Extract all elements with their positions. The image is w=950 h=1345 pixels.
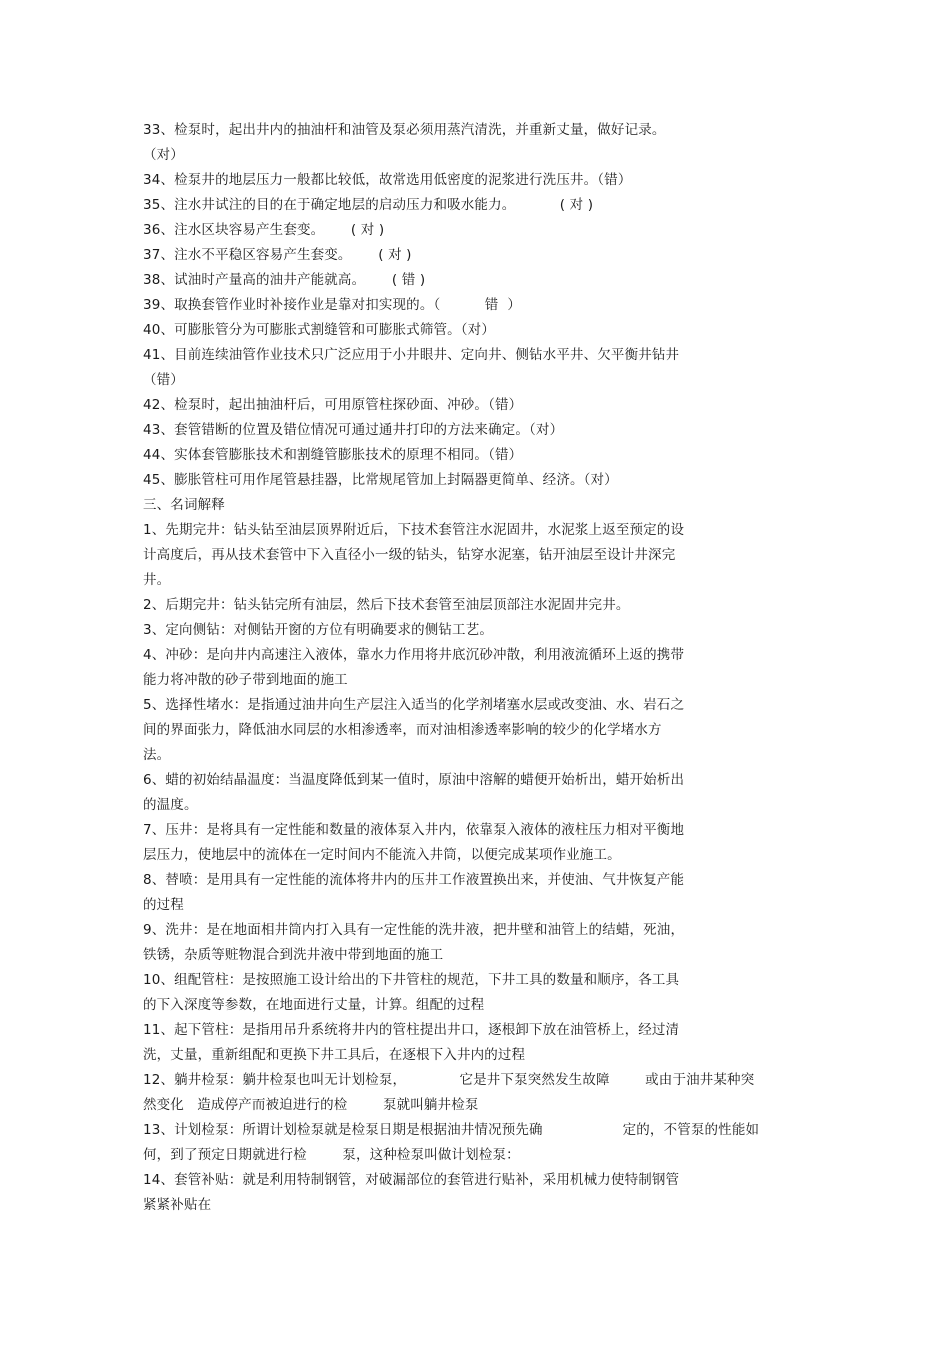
section-heading: 三、名词解释 xyxy=(143,497,225,513)
text-line: 铁锈，杂质等赃物混合到洗井液中带到地面的施工 xyxy=(143,947,444,963)
text-line: 8、替喷：是用具有一定性能的流体将井内的压井工作液置换出来，并使油、气井恢复产能 xyxy=(143,872,685,888)
text-line: 的下入深度等参数，在地面进行丈量，计算。组配的过程 xyxy=(143,997,485,1013)
text-line: 40、可膨胀管分为可膨胀式割缝管和可膨胀式筛管。（对） xyxy=(143,322,495,338)
text-line: 38、试油时产量高的油井产能就高。 ( 错 ) xyxy=(143,272,426,288)
text-line: 12、躺井检泵：躺井检泵也叫无计划检泵， 它是井下泵突然发生故障 或由于油井某种突 xyxy=(143,1072,755,1088)
text-line: 4、冲砂：是向井内高速注入液体，靠水力作用将井底沉砂冲散，利用液流循环上返的携带 xyxy=(143,647,685,663)
text-line: 39、取换套管作业时补接作业是靠对扣实现的。（ 错 ） xyxy=(143,297,521,313)
text-line: 9、洗井：是在地面相井筒内打入具有一定性能的洗井液，把井壁和油管上的结蜡，死油， xyxy=(143,922,685,938)
text-line: （错） xyxy=(143,372,184,388)
text-line: 何，到了预定日期就进行检 泵，这种检泵叫做计划检泵： xyxy=(143,1147,520,1163)
text-line: 能力将冲散的砂子带到地面的施工 xyxy=(143,672,348,688)
text-line: 7、压井：是将具有一定性能和数量的液体泵入井内，依靠泵入液体的液柱压力相对平衡地 xyxy=(143,822,685,838)
text-line: 计高度后，再从技术套管中下入直径小一级的钻头，钻穿水泥塞，钻开油层至设计井深完 xyxy=(143,547,676,563)
text-line: 43、套管错断的位置及错位情况可通过通井打印的方法来确定。（对） xyxy=(143,422,564,438)
text-line: 42、检泵时，起出抽油杆后，可用原管柱探砂面、冲砂。（错） xyxy=(143,397,523,413)
text-line: 然变化 造成停产而被迫进行的检 泵就叫躺井检泵 xyxy=(143,1097,479,1113)
text-line: 3、定向侧钻：对侧钻开窗的方位有明确要求的侧钻工艺。 xyxy=(143,622,493,638)
text-line: 2、后期完井：钻头钻完所有油层，然后下技术套管至油层顶部注水泥固井完井。 xyxy=(143,597,630,613)
text-line: 的过程 xyxy=(143,897,184,913)
text-line: 35、注水井试注的目的在于确定地层的启动压力和吸水能力。 ( 对 ) xyxy=(143,197,594,213)
text-line: 5、选择性堵水：是指通过油井向生产层注入适当的化学剂堵塞水层或改变油、水、岩石之 xyxy=(143,697,685,713)
text-line: 44、实体套管膨胀技术和割缝管膨胀技术的原理不相同。（错） xyxy=(143,447,523,463)
text-line: 井。 xyxy=(143,572,171,588)
text-line: 10、组配管柱：是按照施工设计给出的下井管柱的规范，下井工具的数量和顺序，各工具 xyxy=(143,972,680,988)
text-line: 41、目前连续油管作业技术只广泛应用于小井眼井、定向井、侧钻水平井、欠平衡井钻井 xyxy=(143,347,680,363)
text-line: 37、注水不平稳区容易产生套变。 ( 对 ) xyxy=(143,247,412,263)
text-line: 法。 xyxy=(143,747,171,763)
text-line: （对） xyxy=(143,147,184,163)
text-line: 1、先期完井：钻头钻至油层顶界附近后，下技术套管注水泥固井，水泥浆上返至预定的设 xyxy=(143,522,685,538)
text-line: 间的界面张力，降低油水同层的水相渗透率，而对油相渗透率影响的较少的化学堵水方 xyxy=(143,722,662,738)
text-line: 13、计划检泵：所谓计划检泵就是检泵日期是根据油井情况预先确 定的，不管泵的性能如 xyxy=(143,1122,760,1138)
text-line: 层压力，使地层中的流体在一定时间内不能流入井筒，以便完成某项作业施工。 xyxy=(143,847,621,863)
text-line: 紧紧补贴在 xyxy=(143,1197,212,1213)
text-line: 45、膨胀管柱可用作尾管悬挂器，比常规尾管加上封隔器更简单、经济。（对） xyxy=(143,472,618,488)
text-line: 6、蜡的初始结晶温度：当温度降低到某一值时，原油中溶解的蜡便开始析出，蜡开始析出 xyxy=(143,772,685,788)
text-line: 11、起下管柱：是指用吊升系统将井内的管柱提出井口，逐根卸下放在油管桥上，经过清 xyxy=(143,1022,680,1038)
text-line: 洗，丈量，重新组配和更换下井工具后，在逐根下入井内的过程 xyxy=(143,1047,526,1063)
text-line: 33、检泵时，起出井内的抽油杆和油管及泵必须用蒸汽清洗，并重新丈量，做好记录。 xyxy=(143,122,666,138)
text-line: 的温度。 xyxy=(143,797,198,813)
text-line: 34、检泵井的地层压力一般都比较低，故常选用低密度的泥浆进行洗压井。（错） xyxy=(143,172,632,188)
text-line: 14、套管补贴：就是利用特制钢管，对破漏部位的套管进行贴补，采用机械力使特制钢管 xyxy=(143,1172,680,1188)
text-line: 36、注水区块容易产生套变。 ( 对 ) xyxy=(143,222,385,238)
